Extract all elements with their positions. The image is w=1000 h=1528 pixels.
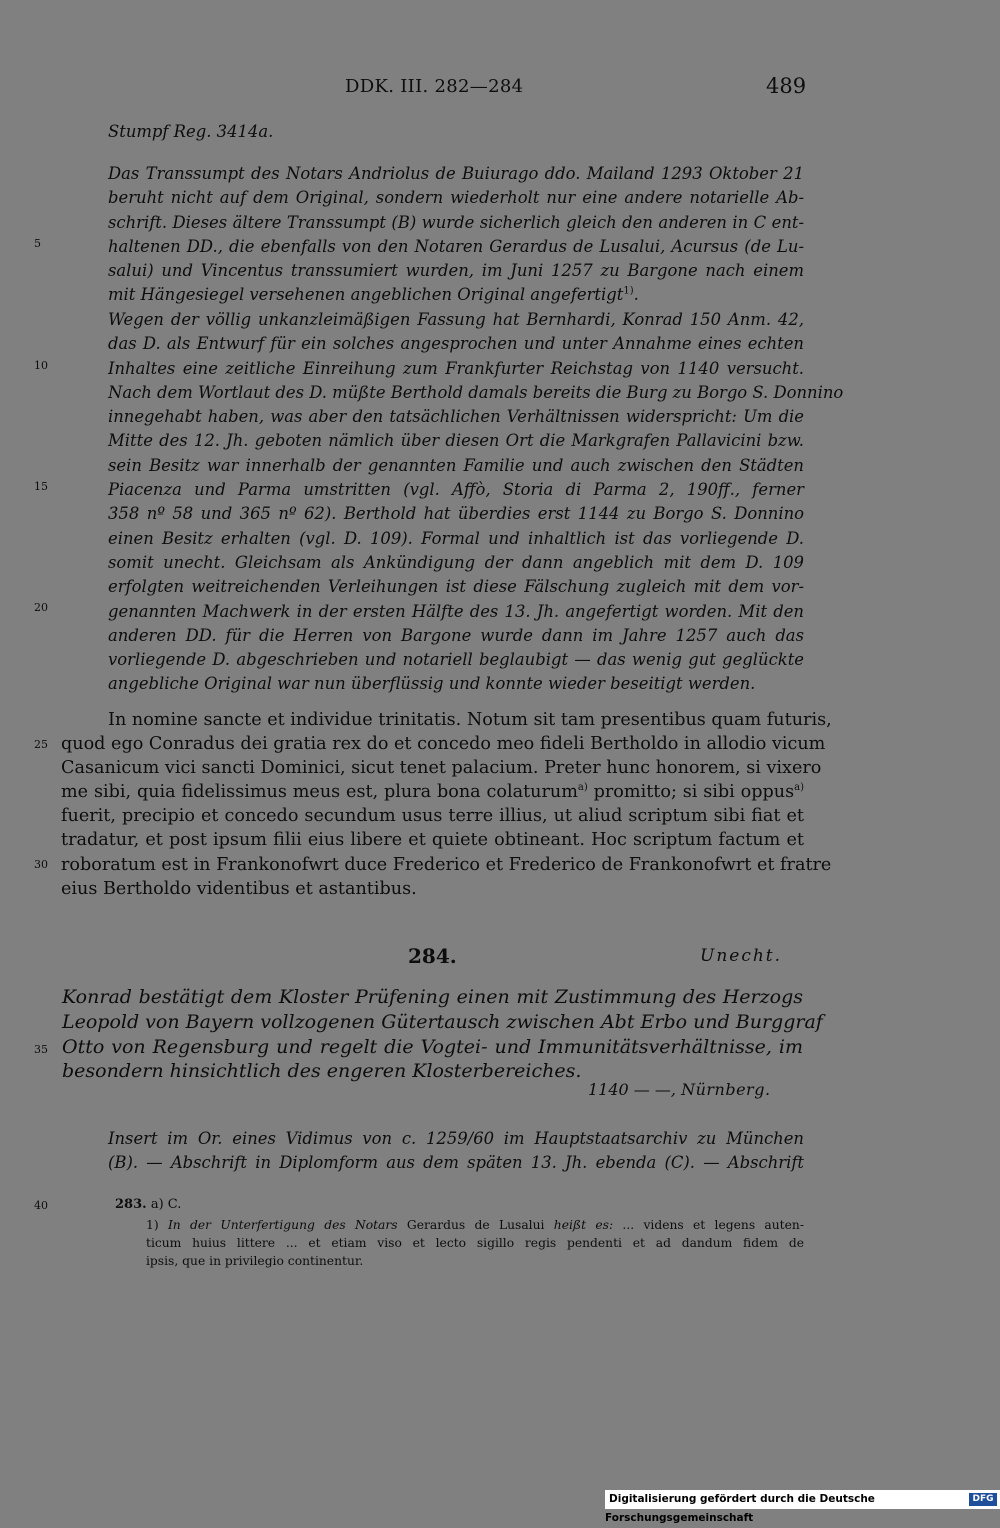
para2-line: Inhaltes eine zeitliche Einreihung zum Frankfurter Reichstag von 1140 versucht. [108,358,804,378]
footnote-doc-number: 283. [115,1197,147,1212]
line-number: 20 [34,601,48,614]
para2-line: somit unecht. Gleichsam als Ankündigung der dann angeblich mit dem D. 109 [108,552,804,572]
footnote-1-italic2: heißt es: [553,1218,614,1232]
text-line: fuerit, precipio et concedo secundum usus terre illius, ut aliud scriptum sibi fiat et [61,806,804,827]
line-number: 15 [34,480,48,493]
text-line: eius Bertholdo videntibus et astantibus. [61,878,417,899]
line-number: 5 [34,237,41,250]
para1-line-6: mit Hängesiegel versehenen angeblichen Original angefertigt$^{1)}$. [108,285,639,305]
para2-line: Mitte des 12. Jh. geboten nämlich über diesen Ort die Markgrafen Pallavicini bzw. [108,431,804,451]
dateline-date: 1140 — —, [588,1080,676,1099]
credit-text: Digitalisierung gefördert durch die Deutsche Forschungsgemeinschaft [605,1493,875,1524]
text-line-4a: me sibi, quia fidelissimus meus est, plura bona colaturum [61,782,578,803]
footnote-a-text: a) C. [150,1197,182,1212]
footnote-ref-a: a) [794,782,804,794]
footnote-apparatus-head [115,1197,181,1212]
footnote-ref-a: a) [577,782,588,794]
insert-line: (B). — Abschrift in Diplomform aus dem späten 13. Jh. ebenda (C). — Abschrift [108,1153,804,1173]
authenticity-status: Unecht. [700,946,783,966]
para1-line-2: beruht nicht auf dem Original, sondern wiederholt nur eine andere notarielle Ab- [108,188,804,208]
text-line: quod ego Conradus dei gratia rex do et concedo meo fideli Bertholdo in allodio vicum [61,734,826,755]
commentary-paragraph-2 [108,308,844,697]
para2-line: sein Besitz war innerhalb der genannten Familie und auch zwischen den Städten [108,455,804,475]
line-number: 10 [34,359,48,372]
footnote-ref-1: 1) [623,286,634,298]
transmission-note [108,1127,804,1176]
line-number: 35 [34,1043,48,1056]
regest-line: Leopold von Bayern vollzogenen Gütertausch zwischen Abt Erbo und Burggraf [62,1010,823,1033]
para2-line: Wegen der völlig unkanzleimäßigen Fassung hat Bernhardi, Konrad 150 Anm. 42, [108,310,804,329]
regest-line: Otto von Regensburg und regelt die Vogtei- und Immunitätsverhältnisse, im [62,1035,803,1058]
dateline [588,1080,771,1099]
para2-line: Nach dem Wortlaut des D. müßte Berthold damals bereits die Burg zu Borgo S. Donnino [108,382,844,402]
line-number: 30 [34,858,48,871]
regest-line: Konrad bestätigt dem Kloster Prüfening einen mit Zustimmung des Herzogs [62,986,803,1008]
para1-line-4: haltenen DD., die ebenfalls von den Notaren Gerardus de Lusalui, Acursus (de Lu- [108,236,804,256]
para2-line: 358 nº 58 und 365 nº 62). Berthold hat überdies erst 1144 zu Borgo S. Donnino [108,504,804,524]
para2-line: anderen DD. für die Herren von Bargone wurde dann im Jahre 1257 auch das [108,625,804,645]
insert-line: Insert im Or. eines Vidimus von c. 1259/60 im Hauptstaatsarchiv zu München [108,1129,804,1148]
footnote-1-marker: 1) [146,1218,159,1232]
footnote-1-text: ... videns et legens auten- [622,1218,804,1232]
text-line-with-notes [61,780,804,804]
text-line: roboratum est in Frankonofwrt duce Frederico et Frederico de Frankonofwrt et fratre [61,854,832,875]
dfg-logo-icon: DFG [969,1493,997,1506]
footnote-1-name: Gerardus de Lusalui [406,1218,545,1232]
stumpf-line: Stumpf Reg. 3414a. [108,122,274,141]
text-line: Casanicum vici sancti Dominici, sicut tenet palacium. Preter hunc honorem, si vixero [61,758,822,779]
para2-line: genannten Machwerk in der ersten Hälfte des 13. Jh. angefertigt worden. Mit den [108,601,804,621]
footnote-1-line-3: ipsis, que in privilegio continentur. [146,1254,364,1268]
footnote-1-line-2: ticum huius littere ... et etiam viso et lecto sigillo regis pendenti et ad dandum fidem de [146,1236,804,1250]
line-number: 25 [34,738,48,751]
para2-line: innegehabt haben, was aber den tatsächlichen Verhältnissen widerspricht: Um die [108,407,804,427]
text-line: tradatur, et post ipsum filii eius libere et quiete obtineant. Hoc scriptum factum et [61,830,804,851]
text-line-4b: promitto; si sibi oppus [587,782,795,803]
para2-line: Piacenza und Parma umstritten (vgl. Affò, Storia di Parma 2, 190ff., ferner [108,480,804,500]
digitization-credit [605,1490,1000,1524]
para1-line-5: salui) und Vincentus transsumiert wurden, im Juni 1257 zu Bargone nach einem [108,261,804,281]
footnote-1 [146,1216,804,1270]
para2-line: vorliegende D. abgeschrieben und notariell beglaubigt — das wenig gut geglückte [108,650,804,670]
para2-line: angebliche Original war nun überflüssig und konnte wieder beseitigt werden. [108,674,756,694]
para1-line-1: Das Transsumpt des Notars Andriolus de Buiurago ddo. Mailand 1293 Oktober 21 [108,164,804,183]
regest [62,985,823,1084]
commentary-paragraph-1 [108,162,804,308]
para2-line: einen Besitz erhalten (vgl. D. 109). Formal und inhaltlich ist das vorliegende D. [108,528,804,548]
text-line: In nomine sancte et individue trinitatis. Notum sit tam presentibus quam futuris, [108,710,832,730]
para1-line-6-text: mit Hängesiegel versehenen angeblichen Original angefertigt [108,285,624,305]
dateline-place: Nürnberg. [681,1080,771,1099]
footnote-1-line-1 [146,1216,804,1234]
line-number: 40 [34,1199,48,1212]
running-title: DDK. III. 282—284 [345,76,524,97]
document-number: 284. [408,944,457,968]
regest-line: besondern hinsichtlich des engeren Klosterbereiches. [62,1060,582,1083]
page-number: 489 [766,74,807,98]
document-text [61,708,832,901]
footnote-1-italic: In der Unterfertigung des Notars [167,1218,398,1232]
para2-line: das D. als Entwurf für ein solches angesprochen und unter Annahme eines echten [108,334,804,354]
para1-line-3: schrift. Dieses ältere Transsumpt (B) wurde sicherlich gleich den anderen in C ent- [108,212,804,232]
stumpf-reference [108,120,804,144]
para2-line: erfolgten weitreichenden Verleihungen ist diese Fälschung zugleich mit dem vor- [108,577,804,597]
